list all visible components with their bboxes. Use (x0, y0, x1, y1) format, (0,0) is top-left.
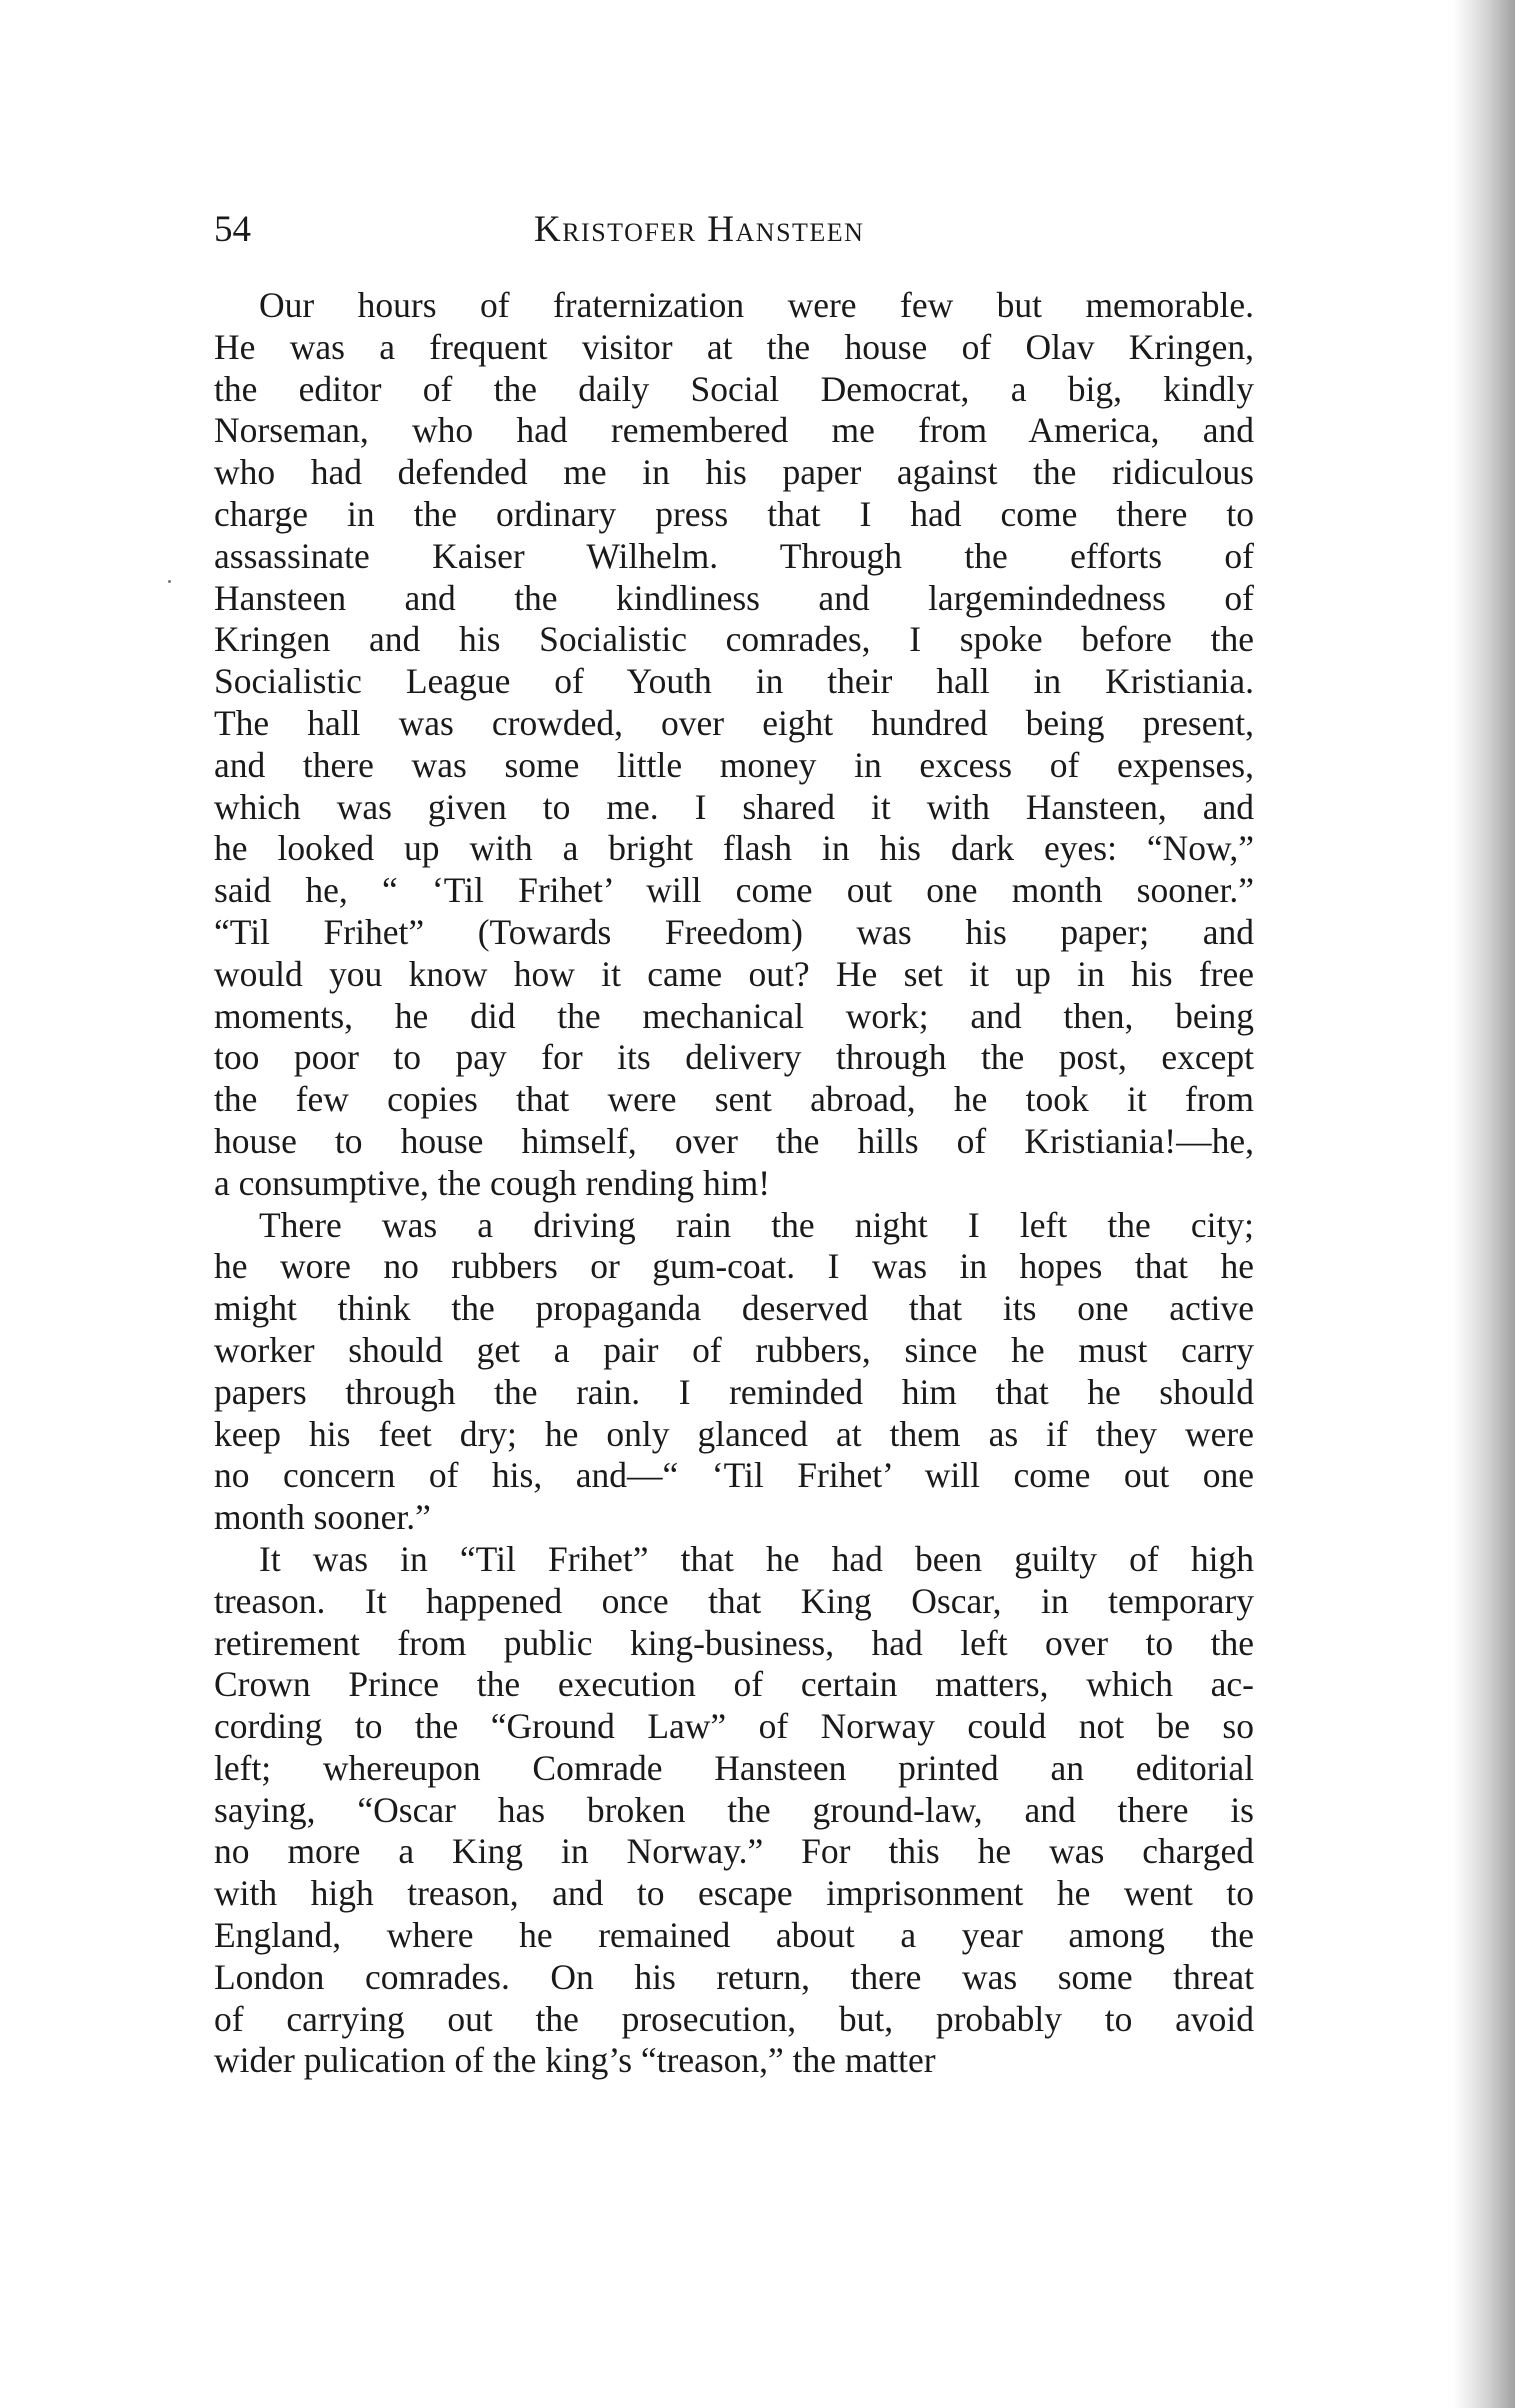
text-line: retirement from public king-business, had left over to the (214, 1622, 1254, 1663)
body-text (214, 285, 1254, 2082)
text-line: Kringen and his Socialistic comrades, I spoke before the (214, 619, 1254, 660)
text-line: he wore no rubbers or gum-coat. I was in hopes that he (214, 1246, 1254, 1287)
text-line: He was a frequent visitor at the house of Olav Kringen, (214, 326, 1254, 367)
text-line: treason. It happened once that King Oscar, in temporary (214, 1580, 1254, 1621)
page-edge-shadow (1453, 0, 1515, 2408)
text-line: the editor of the daily Social Democrat, a big, kindly (214, 368, 1254, 409)
text-line: charge in the ordinary press that I had come there to (214, 493, 1254, 534)
text-line: no more a King in Norway.” For this he was charged (214, 1831, 1254, 1872)
text-line: would you know how it came out? He set it up in his free (214, 953, 1254, 994)
text-line: keep his feet dry; he only glanced at them as if they were (214, 1413, 1254, 1454)
text-line: papers through the rain. I reminded him that he should (214, 1371, 1254, 1412)
page-number: 54 (214, 209, 251, 250)
text-line: said he, “ ‘Til Frihet’ will come out one month sooner.” (214, 870, 1254, 911)
paragraph (214, 285, 1254, 1205)
text-line: Hansteen and the kindliness and largemindedness of (214, 577, 1254, 618)
text-line: too poor to pay for its delivery through the post, except (214, 1037, 1254, 1078)
text-line: England, where he remained about a year among the (214, 1915, 1254, 1956)
text-line: Our hours of fraternization were few but memorable. (259, 285, 1254, 325)
text-line: house to house himself, over the hills of Kristiania!—he, (214, 1120, 1254, 1161)
text-line: The hall was crowded, over eight hundred being present, (214, 702, 1254, 743)
text-line: assassinate Kaiser Wilhelm. Through the efforts of (214, 535, 1254, 576)
text-line: It was in “Til Frihet” that he had been guilty of high (259, 1538, 1254, 1579)
text-line: “Til Frihet” (Towards Freedom) was his paper; and (214, 911, 1254, 952)
page-header (214, 205, 1254, 255)
text-line: London comrades. On his return, there was some threat (214, 1956, 1254, 1997)
text-line: worker should get a pair of rubbers, since he must carry (214, 1329, 1254, 1370)
text-line: wider pulication of the king’s “treason,” the matter (214, 2040, 936, 2081)
text-line: the few copies that were sent abroad, he took it from (214, 1079, 1254, 1120)
text-line: with high treason, and to escape imprisonment he went to (214, 1873, 1254, 1914)
text-line: left; whereupon Comrade Hansteen printed an editorial (214, 1747, 1254, 1788)
text-line: Socialistic League of Youth in their hall in Kristiania. (214, 661, 1254, 702)
text-line: of carrying out the prosecution, but, probably to avoid (214, 1998, 1254, 2039)
running-head: Kristofer Hansteen (534, 209, 865, 250)
text-line: who had defended me in his paper against the ridiculous (214, 452, 1254, 493)
text-line: and there was some little money in excess of expenses, (214, 744, 1254, 785)
text-line: month sooner.” (214, 1497, 431, 1538)
text-line: Crown Prince the execution of certain matters, which ac- (214, 1664, 1254, 1705)
text-line: cording to the “Ground Law” of Norway could not be so (214, 1706, 1254, 1747)
text-line: no concern of his, and—“ ‘Til Frihet’ will come out one (214, 1455, 1254, 1496)
text-line: There was a driving rain the night I left the city; (259, 1204, 1254, 1245)
paragraph (214, 1539, 1254, 2082)
text-line: which was given to me. I shared it with Hansteen, and (214, 786, 1254, 827)
text-line: a consumptive, the cough rending him! (214, 1162, 771, 1203)
text-line: he looked up with a bright flash in his dark eyes: “Now,” (214, 828, 1254, 869)
paragraph (214, 1205, 1254, 1539)
text-line: might think the propaganda deserved that its one active (214, 1288, 1254, 1329)
text-line: saying, “Oscar has broken the ground-law, and there is (214, 1789, 1254, 1830)
margin-speck (168, 580, 171, 583)
text-line: moments, he did the mechanical work; and then, being (214, 995, 1254, 1036)
text-line: Norseman, who had remembered me from America, and (214, 410, 1254, 451)
